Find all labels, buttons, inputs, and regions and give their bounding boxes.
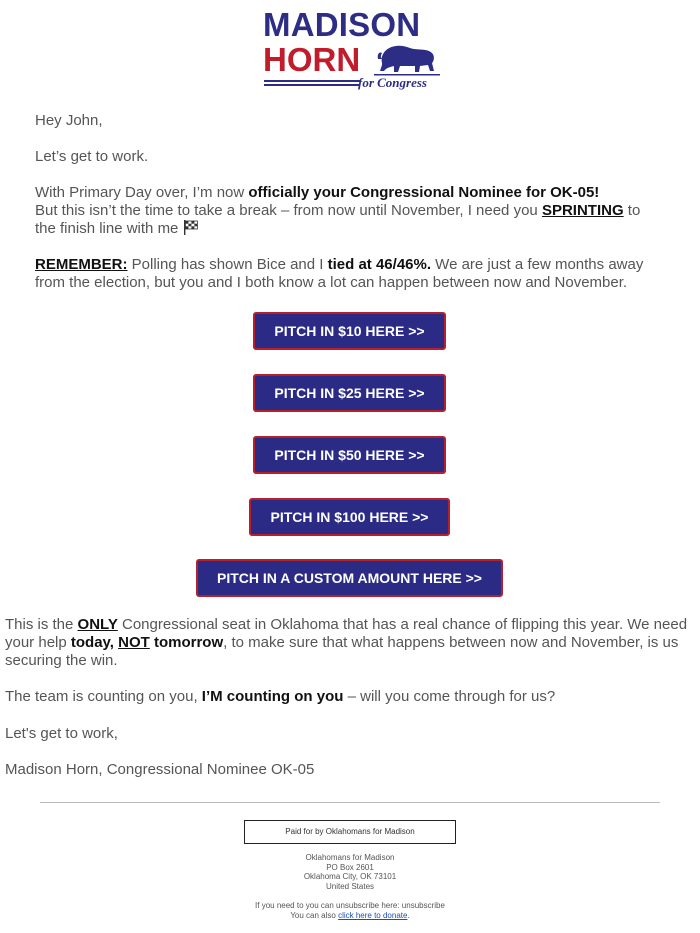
logo-madison-text: MADISON [263,6,421,43]
footer-divider [40,802,660,803]
seat-text-c: Congressional seat in Oklahoma that has a real chance of flipping this year. We need your help [5,616,688,651]
donate-custom-button[interactable]: PITCH IN A CUSTOM AMOUNT HERE >> [196,559,503,597]
donate-prefix: You can also [290,911,339,920]
logo-tagline: for Congress [358,75,427,90]
remember-emphasis: REMEMBER: [35,256,128,273]
counting-text-a: The team is counting on you, [5,688,202,705]
primary-text-a: With Primary Day over, I’m now [35,184,249,201]
counting-paragraph [5,688,695,706]
checkered-flag-icon [183,220,199,235]
footer-unsubscribe [150,901,550,921]
donate-25-button[interactable]: PITCH IN $25 HERE >> [253,374,446,412]
bison-icon [374,41,440,77]
footer-address [200,853,500,891]
only-emphasis: ONLY [77,616,118,633]
logo-horn-text: HORN [263,41,361,78]
logo-underlines [264,80,360,88]
seat-text-g: , to make sure that what happens between now and November, is us securing the win. [5,634,679,669]
donate-10-button[interactable]: PITCH IN $10 HERE >> [253,312,446,350]
greeting: Hey John, [35,112,103,129]
polling-paragraph [35,256,665,292]
primary-text-c: But this isn’t the time to take a break – from now until November, I need you [35,202,542,219]
primary-text-e: to the finish line with me [35,202,641,237]
donate-50-button[interactable]: PITCH IN $50 HERE >> [253,436,446,474]
donate-line [150,911,550,921]
counting-text-c: – will you come through for us? [343,688,556,705]
nominee-emphasis: officially your Congressional Nominee for OK-05! [248,184,600,201]
address-line: Oklahoma City, OK 73101 [303,872,397,882]
counting-emphasis: I’M counting on you [201,688,344,705]
not-emphasis: NOT [118,634,150,651]
donate-100-button[interactable]: PITCH IN $100 HERE >> [249,498,450,536]
signature: Madison Horn, Congressional Nominee OK-05 [5,761,315,778]
seat-text-a: This is the [5,616,78,633]
campaign-logo [262,8,442,92]
only-seat-paragraph [5,616,695,670]
polling-text-d: We are just a few months away from the election, but you and I both know a lot can happen between now and November. [35,256,644,291]
polling-text-b: Polling has shown Bice and I [127,256,328,273]
closing-line: Let's get to work, [5,725,118,742]
intro-line: Let’s get to work. [35,148,149,165]
address-line: PO Box 2601 [326,862,374,872]
donate-link[interactable]: click here to donate [338,911,408,920]
unsubscribe-text: If you need to you can unsubscribe here: unsubscribe [255,901,445,910]
tomorrow-emphasis: tomorrow [149,634,224,651]
address-line: Oklahomans for Madison [305,853,395,862]
donate-suffix: . [407,911,410,920]
paid-for-disclaimer: Paid for by Oklahomans for Madison [244,820,456,844]
sprinting-emphasis: SPRINTING [541,202,624,219]
today-emphasis: today, [70,634,119,651]
address-line: United States [325,881,375,891]
tied-emphasis: tied at 46/46%. [327,256,432,273]
primary-paragraph [35,184,665,238]
